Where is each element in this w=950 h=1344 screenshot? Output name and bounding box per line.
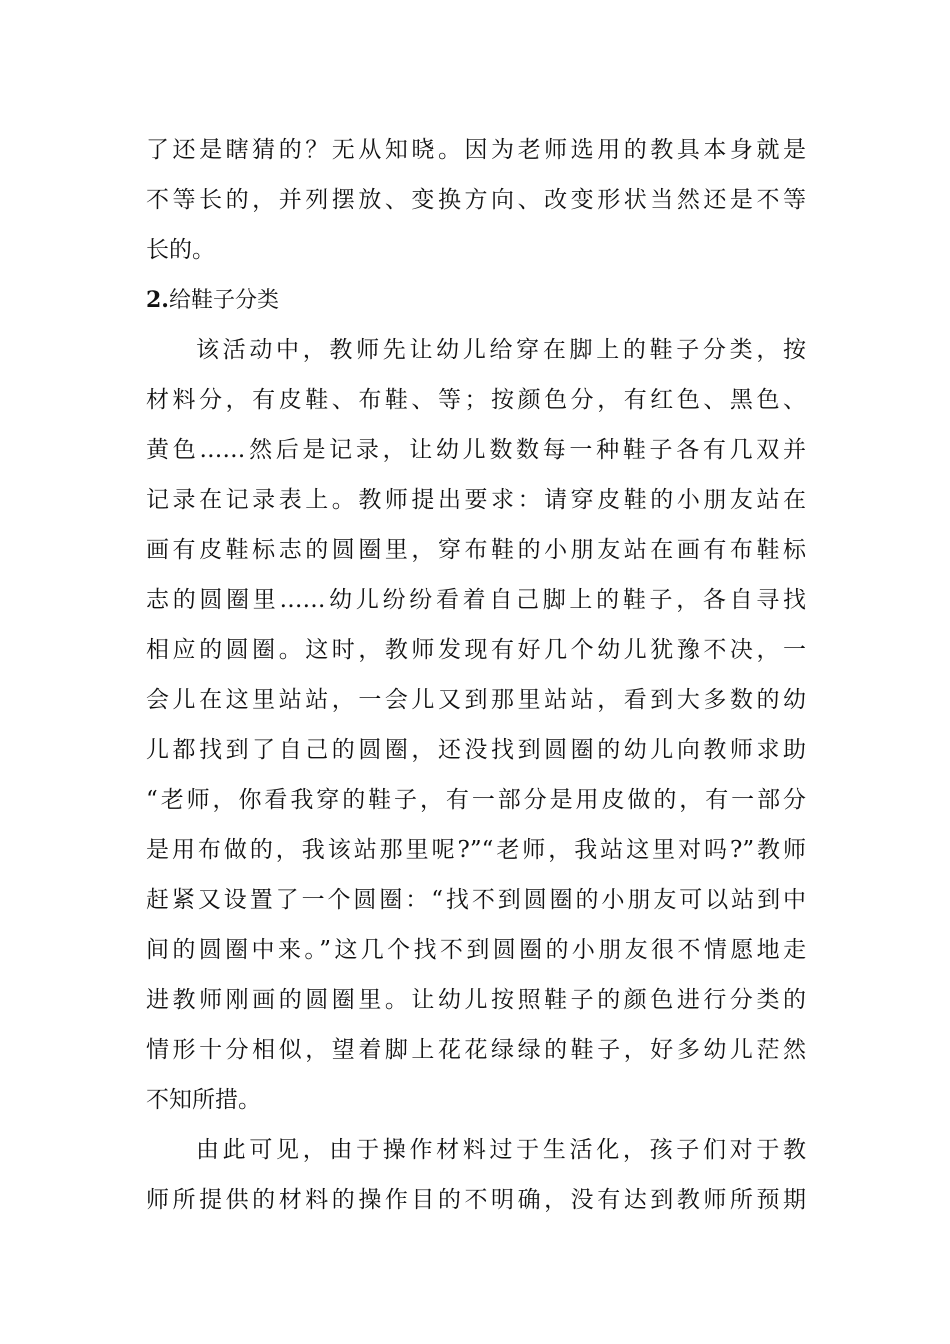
section-heading: [146, 284, 279, 317]
paragraph-2-line-7: 相应的圆圈。这时，教师发现有好几个幼儿犹豫不决，一: [146, 637, 806, 663]
paragraph-2-line-6: 志的圆圈里……幼儿纷纷看着自己脚上的鞋子，各自寻找: [146, 587, 806, 613]
paragraph-2-line-12: 赶紧又设置了一个圆圈：“找不到圆圈的小朋友可以站到中: [146, 887, 806, 913]
paragraph-2-line-5: 画有皮鞋标志的圆圈里，穿布鞋的小朋友站在画有布鞋标: [146, 537, 806, 563]
paragraph-2-line-15: 情形十分相似，望着脚上花花绿绿的鞋子，好多幼儿茫然: [146, 1037, 806, 1063]
paragraph-2-line-13: 间的圆圈中来。”这几个找不到圆圈的小朋友很不情愿地走: [146, 937, 806, 963]
paragraph-2-line-4: 记录在记录表上。教师提出要求：请穿皮鞋的小朋友站在: [146, 487, 806, 513]
paragraph-2-line-3: 黄色……然后是记录，让幼儿数数每一种鞋子各有几双并: [146, 437, 806, 463]
paragraph-2-line-2: 材料分，有皮鞋、布鞋、等；按颜色分，有红色、黑色、: [146, 387, 806, 413]
paragraph-1-line-3: 长的。: [146, 237, 215, 263]
paragraph-2-line-1: 该活动中，教师先让幼儿给穿在脚上的鞋子分类，按: [196, 337, 806, 363]
paragraph-2-line-10: “老师，你看我穿的鞋子，有一部分是用皮做的，有一部分: [146, 787, 806, 813]
paragraph-2-line-14: 进教师刚画的圆圈里。让幼儿按照鞋子的颜色进行分类的: [146, 987, 806, 1013]
paragraph-1-line-2: 不等长的，并列摆放、变换方向、改变形状当然还是不等: [146, 187, 806, 213]
section-title: 给鞋子分类: [168, 288, 279, 313]
paragraph-2-line-9: 儿都找到了自己的圆圈，还没找到圆圈的幼儿向教师求助: [146, 737, 806, 763]
section-number: 2.: [146, 287, 169, 313]
paragraph-2-line-16: 不知所措。: [146, 1087, 261, 1113]
paragraph-1-line-1: 了还是瞎猜的？无从知晓。因为老师选用的教具本身就是: [146, 137, 806, 163]
paragraph-2-line-11: 是用布做的，我该站那里呢?”“老师，我站这里对吗?”教师: [146, 837, 806, 863]
paragraph-3-line-1: 由此可见，由于操作材料过于生活化，孩子们对于教: [196, 1137, 806, 1163]
paragraph-2-line-8: 会儿在这里站站，一会儿又到那里站站，看到大多数的幼: [146, 687, 806, 713]
paragraph-3-line-2: 师所提供的材料的操作目的不明确，没有达到教师所预期: [146, 1187, 806, 1213]
